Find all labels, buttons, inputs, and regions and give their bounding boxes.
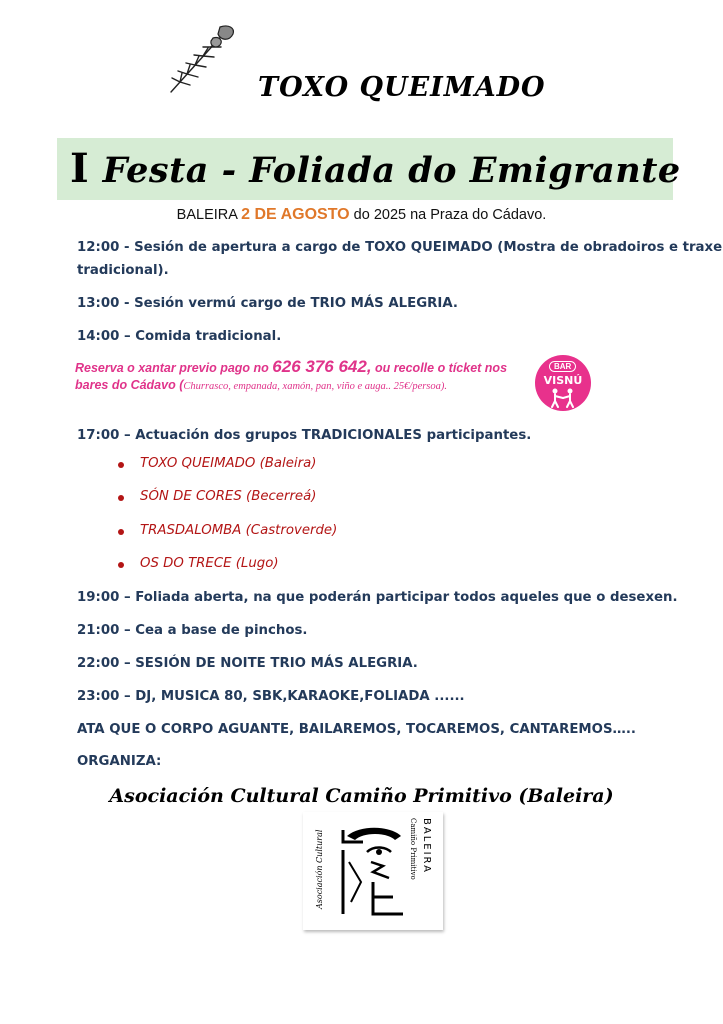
- subtitle-date: 2 DE AGOSTO: [241, 206, 350, 223]
- schedule-item-1900: 19:00 – Foliada aberta, na que poderán participar todos aqueles que o desexen.: [77, 590, 678, 605]
- reservation-bars: bares do Cádavo (: [75, 378, 184, 392]
- pilgrim-face-icon: [333, 822, 413, 922]
- logo-text-right: BALEIRA: [421, 818, 432, 874]
- reservation-details: Churrasco, empanada, xamón, pan, viño e auga.. 25€/persoa).: [183, 381, 448, 392]
- dancers-icon: [545, 388, 581, 408]
- title-text: Festa - Foliada do Emigrante: [102, 150, 681, 191]
- bullet: [118, 495, 124, 501]
- reservation-note: [75, 358, 530, 395]
- schedule-item-1200: 12:00 - Sesión de apertura a cargo de TOXO QUEIMADO (Mostra de obradoiros e traxe: [77, 240, 723, 255]
- group-item: TOXO QUEIMADO (Baleira): [140, 456, 317, 471]
- bar-visnu-label: BAR: [549, 361, 576, 372]
- bar-visnu-name: VISNÚ: [543, 374, 583, 387]
- group-item: OS DO TRECE (Lugo): [140, 556, 279, 571]
- gorse-sprig-icon: [165, 22, 240, 97]
- schedule-item-2200: 22:00 – SESIÓN DE NOITE TRIO MÁS ALEGRIA.: [77, 656, 418, 671]
- schedule-item-1400: 14:00 – Comida tradicional.: [77, 329, 282, 344]
- closing-line: ATA QUE O CORPO AGUANTE, BAILAREMOS, TOCAREMOS, CANTAREMOS…..: [77, 722, 636, 737]
- bullet: [118, 529, 124, 535]
- bullet: [118, 462, 124, 468]
- reservation-post: ou recolle o tícket nos: [375, 361, 508, 375]
- subtitle-venue: do 2025 na Praza do Cádavo.: [353, 207, 547, 223]
- reservation-phone: 626 376 642,: [272, 357, 372, 376]
- logo-text-left: Asociación Cultural: [315, 829, 324, 910]
- group-item: TRASDALOMBA (Castroverde): [140, 523, 338, 538]
- title-numeral: I: [70, 145, 89, 192]
- organiza-label: ORGANIZA:: [77, 754, 162, 769]
- schedule-item-2300: 23:00 – DJ, MUSICA 80, SBK,KARAOKE,FOLIADA ......: [77, 689, 465, 704]
- event-title: [70, 145, 681, 192]
- schedule-item-1700: 17:00 – Actuación dos grupos TRADICIONALES participantes.: [77, 428, 532, 443]
- organizer-title: TOXO QUEIMADO: [258, 72, 546, 103]
- reservation-pre: Reserva o xantar previo pago no: [75, 361, 269, 375]
- event-subtitle: [0, 206, 723, 224]
- schedule-item-1300: 13:00 - Sesión vermú cargo de TRIO MÁS ALEGRIA.: [77, 296, 458, 311]
- group-item: SÓN DE CORES (Becerreá): [140, 489, 317, 504]
- logo-text-mid: Camiño Primitivo: [409, 818, 417, 880]
- schedule-item-2100: 21:00 – Cea a base de pinchos.: [77, 623, 308, 638]
- schedule-item-1200-cont: tradicional).: [77, 263, 169, 278]
- organizer-name: Asociación Cultural Camiño Primitivo (Baleira): [109, 785, 614, 807]
- subtitle-location: BALEIRA: [176, 207, 238, 223]
- bullet: [118, 562, 124, 568]
